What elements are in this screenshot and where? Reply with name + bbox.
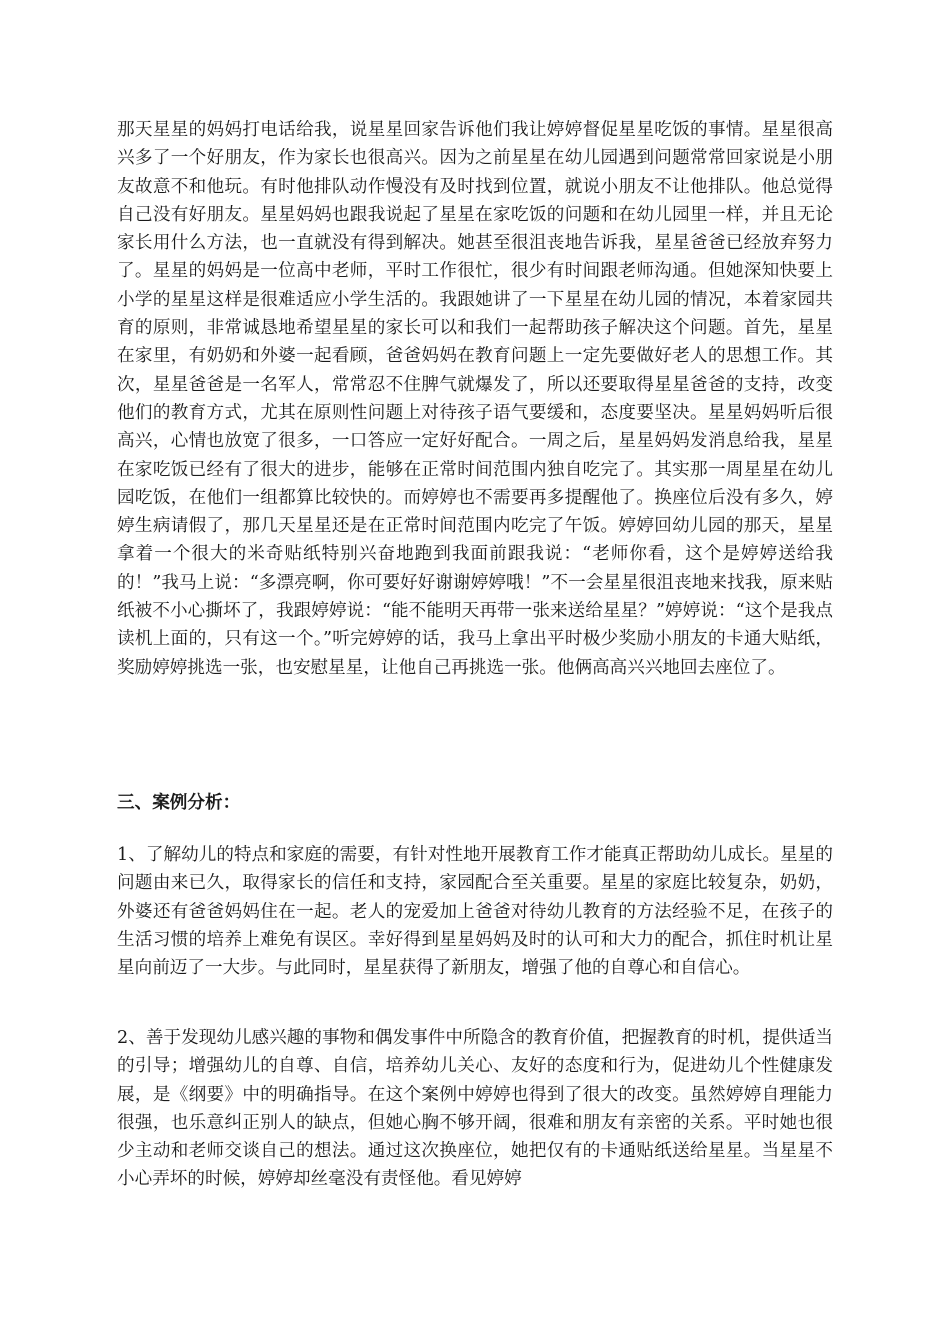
body-paragraph-1: 那天星星的妈妈打电话给我，说星星回家告诉他们我让婷婷督促星星吃饭的事情。星星很高兴多了一个好朋友，作为家长也很高兴。因为之前星星在幼儿园遇到问题常常回家说是小朋友故意不和他玩。有时他排队动作慢没有及时找到位置，就说小朋友不让他排队。他总觉得自己没有好朋友。星星妈妈也跟我说起了星星在家吃饭的问题和在幼儿园里一样，并且无论家长用什么方法，也一直就没有得到解决。她甚至很沮丧地告诉我，星星爸爸已经放弃努力了。星星的妈妈是一位高中老师，平时工作很忙，很少有时间跟老师沟通。但她深知快要上小学的星星这样是很难适应小学生活的。我跟她讲了一下星星在幼儿园的情况，本着家园共育的原则，非常诚恳地希望星星的家长可以和我们一起帮助孩子解决这个问题。首先，星星在家里，有奶奶和外婆一起看顾，爸爸妈妈在教育问题上一定先要做好老人的思想工作。其次，星星爸爸是一名军人，常常忍不住脾气就爆发了，所以还要取得星星爸爸的支持，改变他们的教育方式，尤其在原则性问题上对待孩子语气要缓和，态度要坚决。星星妈妈听后很高兴，心情也放宽了很多，一口答应一定好好配合。一周之后，星星妈妈发消息给我，星星在家吃饭已经有了很大的进步，能够在正常时间范围内独自吃完了。其实那一周星星在幼儿园吃饭，在他们一组都算比较快的。而婷婷也不需要再多提醒他了。换座位后没有多久，婷婷生病请假了，那几天星星还是在正常时间范围内吃完了午饭。婷婷回幼儿园的那天，星星拿着一个很大的米奇贴纸特别兴奋地跑到我面前跟我说：“老师你看，这个是婷婷送给我的！”我马上说：“多漂亮啊，你可要好好谢谢婷婷哦！”不一会星星很沮丧地来找我，原来贴纸被不小心撕坏了，我跟婷婷说：“能不能明天再带一张来送给星星？”婷婷说：“这个是我点读机上面的，只有这一个。”听完婷婷的话，我马上拿出平时极少奖励小朋友的卡通大贴纸，奖励婷婷挑选一张，也安慰星星，让他自己再挑选一张。他俩高高兴兴地回去座位了。	[117, 120, 833, 678]
body-paragraph-2: 1、了解幼儿的特点和家庭的需要，有针对性地开展教育工作才能真正帮助幼儿成长。星星的问题由来已久，取得家长的信任和支持，家园配合至关重要。星星的家庭比较复杂，奶奶，外婆还有爸爸妈妈住在一起。老人的宠爱加上爸爸对待幼儿教育的方法经验不足，在孩子的生活习惯的培养上难免有误区。幸好得到星星妈妈及时的认可和大力的配合，抓住时机让星星向前迈了一大步。与此同时，星星获得了新朋友，增强了他的自尊心和自信心。	[117, 845, 833, 979]
body-paragraph-3: 2、善于发现幼儿感兴趣的事物和偶发事件中所隐含的教育价值，把握教育的时机，提供适当的引导；增强幼儿的自尊、自信，培养幼儿关心、友好的态度和行为，促进幼儿个性健康发展，是《纲要》中的明确指导。在这个案例中婷婷也得到了很大的改变。虽然婷婷自理能力很强，也乐意纠正别人的缺点，但她心胸不够开阔，很难和朋友有亲密的关系。平时她也很少主动和老师交谈自己的想法。通过这次换座位，她把仅有的卡通贴纸送给星星。当星星不小心弄坏的时候，婷婷却丝毫没有责怪他。看见婷婷	[117, 1028, 833, 1190]
section-heading: 三、案例分析：	[117, 793, 241, 813]
document-page	[117, 116, 833, 1190]
